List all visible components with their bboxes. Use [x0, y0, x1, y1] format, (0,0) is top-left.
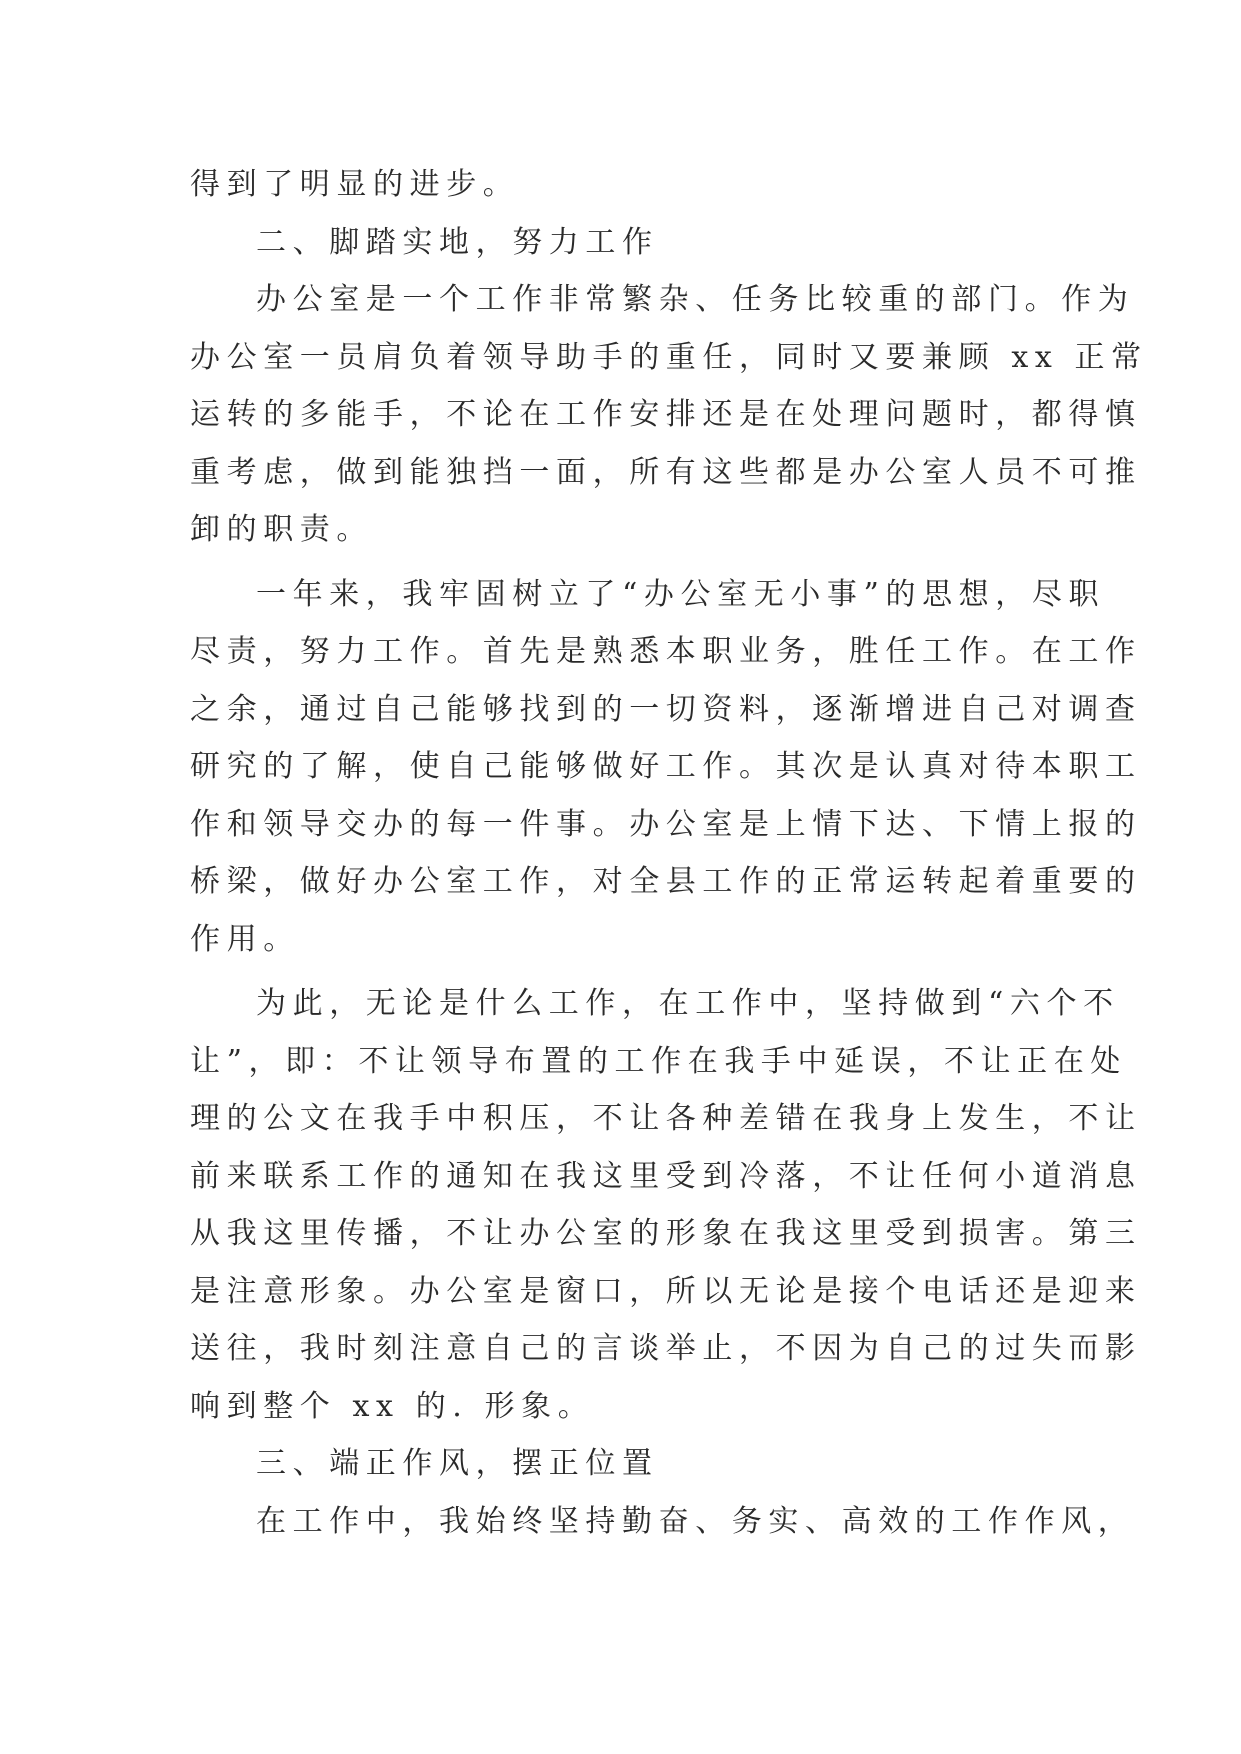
paragraph-line: 为此，无论是什么工作，在工作中，坚持做到“六个不 — [256, 986, 1120, 1021]
paragraph-line: 研究的了解，使自己能够做好工作。其次是认真对待本职工 — [190, 749, 1142, 784]
section-heading: 二、脚踏实地，努力工作 — [256, 224, 659, 260]
paragraph-line: 作和领导交办的每一件事。办公室是上情下达、下情上报的 — [190, 806, 1142, 842]
document-body — [190, 156, 1148, 1550]
paragraph-line: 运转的多能手，不论在工作安排还是在处理问题时，都得慎 — [190, 397, 1142, 432]
paragraph-line: 尽责，努力工作。首先是熟悉本职业务，胜任工作。在工作 — [190, 634, 1142, 669]
paragraph-line: 重考虑，做到能独挡一面，所有这些都是办公室人员不可推 — [190, 454, 1142, 490]
paragraph-line: 办公室是一个工作非常繁杂、任务比较重的部门。作为 — [256, 282, 1135, 317]
paragraph-line: 前来联系工作的通知在我这里受到冷落，不让任何小道消息 — [190, 1158, 1142, 1194]
paragraph-line: 之余，通过自己能够找到的一切资料，逐渐增进自己对调查 — [190, 691, 1142, 727]
paragraph-line: 让”，即：不让领导布置的工作在我手中延误，不让正在处 — [190, 1043, 1127, 1079]
paragraph-line: 是注意形象。办公室是窗口，所以无论是接个电话还是迎来 — [190, 1273, 1142, 1309]
paragraph-line: 在工作中，我始终坚持勤奋、务实、高效的工作作风， — [256, 1503, 1135, 1539]
paragraph-line: 送往，我时刻注意自己的言谈举止，不因为自己的过失而影 — [190, 1331, 1142, 1366]
paragraph-line: 响到整个 xx 的. 形象。 — [190, 1388, 595, 1424]
paragraph-line: 从我这里传播，不让办公室的形象在我这里受到损害。第三 — [190, 1216, 1142, 1251]
paragraph-line: 办公室一员肩负着领导助手的重任，同时又要兼顾 xx 正常 — [190, 339, 1148, 375]
paragraph-line: 卸的职责。 — [190, 512, 373, 547]
paragraph-line: 理的公文在我手中积压，不让各种差错在我身上发生，不让 — [190, 1101, 1142, 1136]
paragraph-line: 一年来，我牢固树立了“办公室无小事”的思想，尽职 — [256, 576, 1106, 612]
section-heading: 三、端正作风，摆正位置 — [256, 1446, 659, 1481]
paragraph-line: 桥梁，做好办公室工作，对全县工作的正常运转起着重要的 — [190, 864, 1142, 899]
paragraph-line: 得到了明显的进步。 — [190, 167, 520, 202]
paragraph-line: 作用。 — [190, 921, 300, 957]
